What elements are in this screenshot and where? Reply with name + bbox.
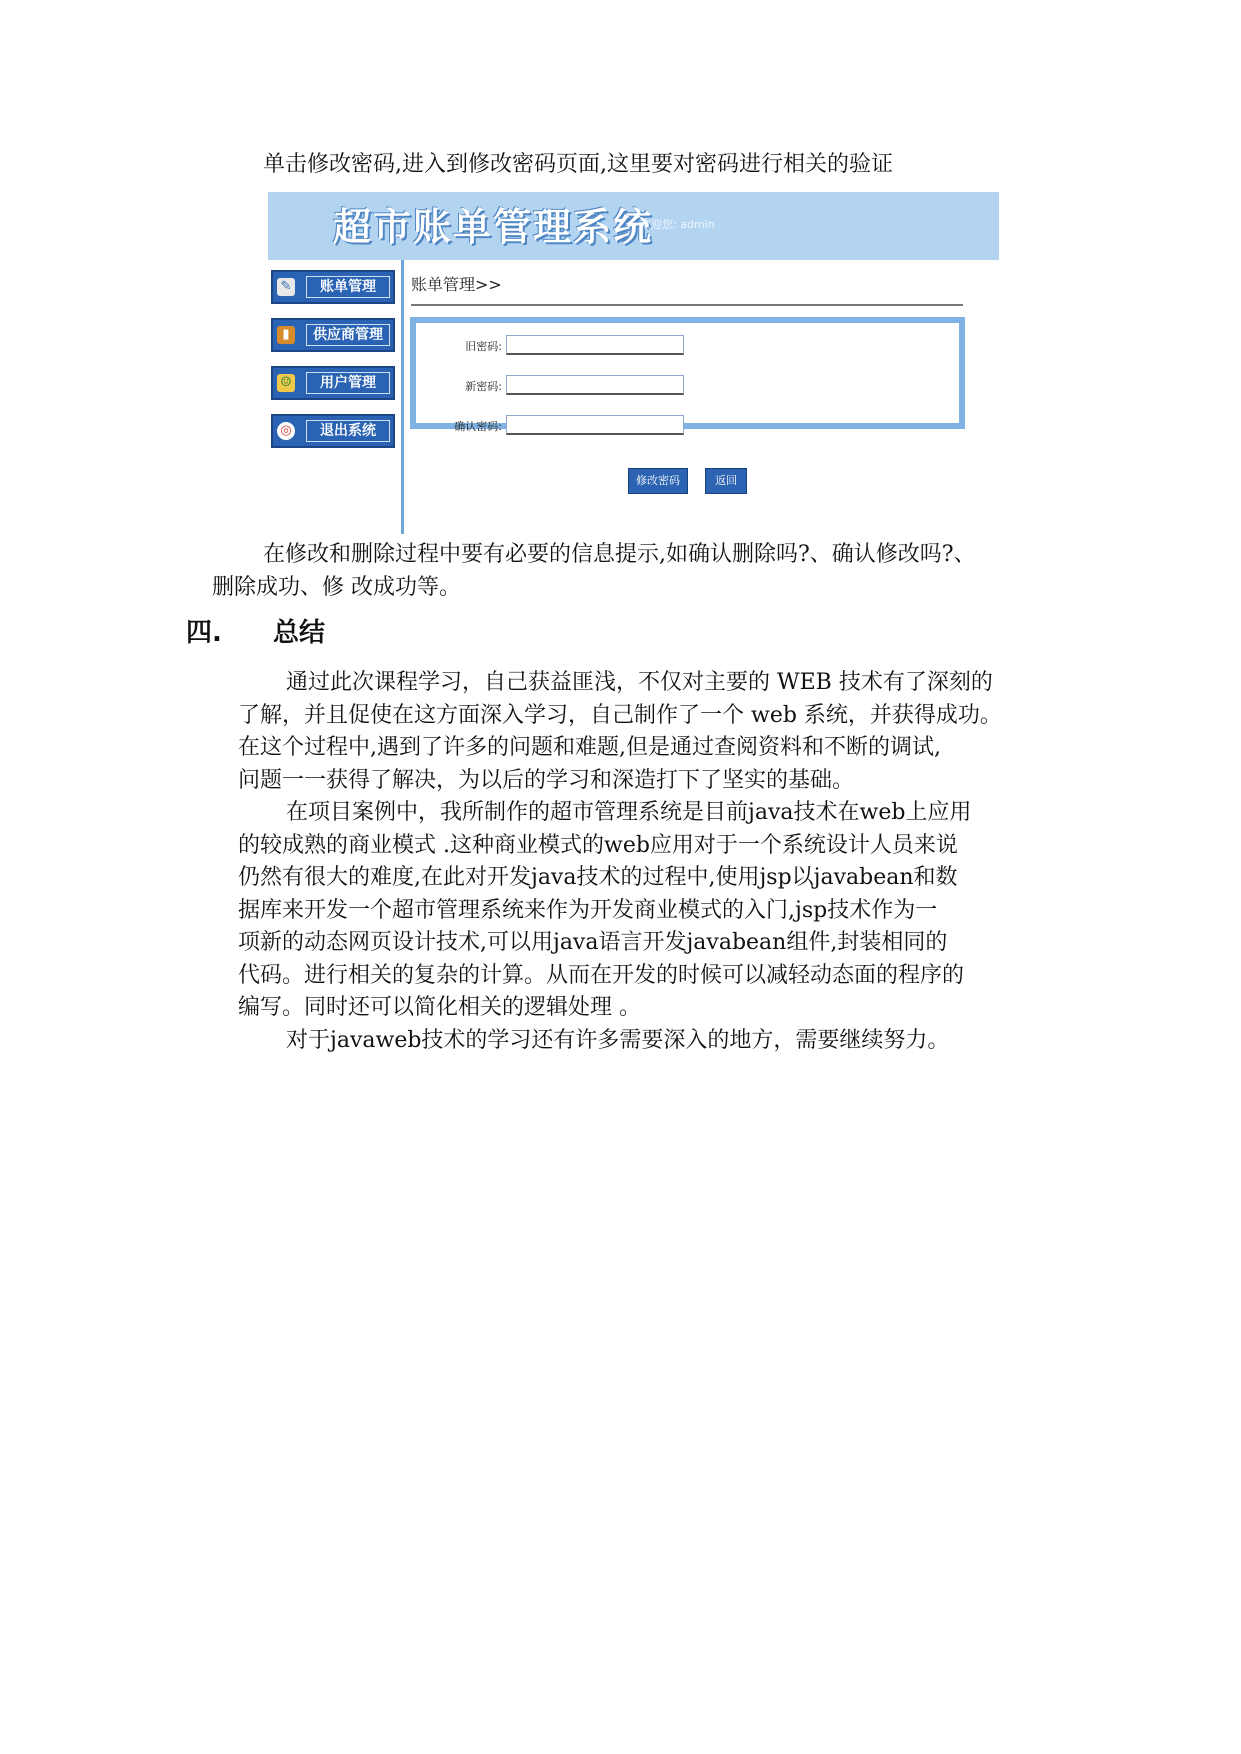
supplier-icon: ▮	[277, 326, 295, 344]
new-password-input[interactable]	[506, 375, 684, 395]
intro-caption: 单击修改密码,进入到修改密码页面,这里要对密码进行相关的验证	[263, 152, 893, 177]
confirm-password-row	[416, 415, 956, 439]
password-form	[410, 317, 965, 433]
new-password-row	[416, 375, 956, 399]
old-password-input[interactable]	[506, 335, 684, 355]
new-password-label: 新密码:	[465, 380, 502, 393]
old-password-label: 旧密码:	[465, 340, 502, 353]
section-number: 四.	[186, 618, 222, 648]
summary-line: 在这个过程中,遇到了许多的问题和难题,但是通过查阅资料和不断的调试,	[238, 735, 941, 760]
summary-line: 代码。进行相关的复杂的计算。从而在开发的时候可以减轻动态面的程序的	[238, 963, 965, 988]
summary-line: 的较成熟的商业模式 .这种商业模式的web应用对于一个系统设计人员来说	[238, 833, 958, 858]
summary-line: 据库来开发一个超市管理系统来作为开发商业模式的入门,jsp技术作为一	[238, 898, 938, 923]
breadcrumb: 账单管理>>	[411, 275, 502, 294]
summary-line: 仍然有很大的难度,在此对开发java技术的过程中,使用jsp以javabean和数	[238, 865, 958, 890]
section-title: 总结	[273, 618, 326, 648]
nav-label: 账单管理	[306, 276, 390, 298]
modify-password-button[interactable]: 修改密码	[628, 468, 688, 494]
app-title: 超市账单管理系统	[333, 205, 654, 249]
breadcrumb-rule	[411, 304, 963, 306]
summary-line: 编写。同时还可以简化相关的逻辑处理 。	[238, 995, 641, 1020]
nav-supplier-management[interactable]	[271, 318, 395, 352]
confirm-password-label: 确认密码:	[454, 420, 502, 433]
nav-label: 退出系统	[306, 420, 390, 442]
app-header	[268, 192, 999, 260]
confirm-password-input[interactable]	[506, 415, 684, 435]
nav-user-management[interactable]	[271, 366, 395, 400]
nav-logout[interactable]	[271, 414, 395, 448]
welcome-text: 欢迎您: admin	[640, 218, 715, 231]
summary-line: 问题一一获得了解决，为以后的学习和深造打下了坚实的基础。	[238, 768, 855, 793]
messages-line-2: 删除成功、修 改成功等。	[212, 575, 461, 600]
back-button[interactable]: 返回	[705, 468, 747, 494]
lifebuoy-icon: ◎	[277, 422, 295, 440]
users-icon: ☺	[277, 374, 295, 392]
summary-line: 项新的动态网页设计技术,可以用java语言开发javabean组件,封装相同的	[238, 930, 948, 955]
nav-bill-management[interactable]	[271, 270, 395, 304]
summary-line: 通过此次课程学习，自己获益匪浅，不仅对主要的 WEB 技术有了深刻的	[286, 670, 993, 695]
summary-line: 在项目案例中，我所制作的超市管理系统是目前java技术在web上应用	[286, 800, 972, 825]
nav-label: 用户管理	[306, 372, 390, 394]
summary-line: 对于javaweb技术的学习还有许多需要深入的地方，需要继续努力。	[286, 1028, 950, 1053]
nav-label: 供应商管理	[306, 324, 390, 346]
app-screenshot	[268, 192, 999, 534]
sidebar-divider	[401, 260, 404, 534]
bill-icon: ✎	[277, 278, 295, 296]
old-password-row	[416, 335, 956, 359]
summary-line: 了解，并且促使在这方面深入学习，自己制作了一个 web 系统，并获得成功。	[238, 703, 1002, 728]
messages-line-1: 在修改和删除过程中要有必要的信息提示,如确认删除吗?、确认修改吗?、	[263, 542, 976, 567]
